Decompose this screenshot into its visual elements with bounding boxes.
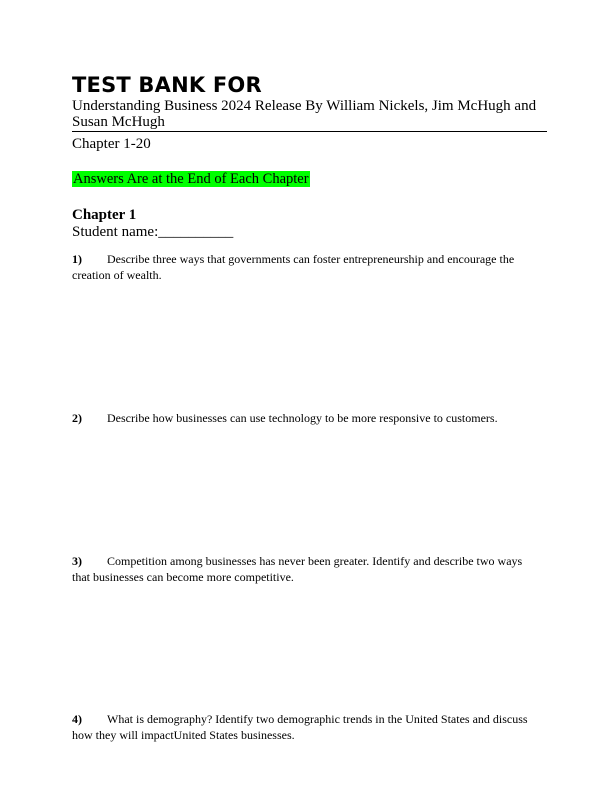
question-3: [72, 553, 532, 585]
chapter-heading: Chapter 1: [72, 207, 137, 223]
student-name-label: Student name:: [72, 224, 159, 240]
question-text: Describe three ways that governments can foster entrepreneurship and encourage the creation of wealth.: [72, 252, 515, 282]
question-number: 2): [72, 411, 82, 425]
student-name-line: [72, 224, 233, 241]
question-2: [72, 410, 532, 426]
question-4: [72, 711, 532, 743]
answers-notice: Answers Are at the End of Each Chapter: [73, 171, 309, 187]
question-text: Competition among businesses has never been greater. Identify and describe two ways that businesses can become more competitive.: [72, 554, 523, 584]
question-number: 4): [72, 712, 82, 726]
question-text: Describe how businesses can use technology to be more responsive to customers.: [107, 411, 498, 425]
student-name-blank: __________: [158, 224, 234, 240]
question-1: [72, 251, 532, 283]
chapter-range: Chapter 1-20: [72, 136, 151, 152]
question-number: 1): [72, 252, 82, 266]
book-title: Understanding Business 2024 Release By William Nickels, Jim McHugh and Susan McHugh: [72, 98, 537, 130]
question-number: 3): [72, 554, 82, 568]
test-bank-title: TEST BANK FOR: [72, 73, 262, 97]
question-text: What is demography? Identify two demographic trends in the United States and discuss how they will impactUnited States businesses.: [72, 712, 528, 742]
header-divider: [72, 131, 547, 132]
